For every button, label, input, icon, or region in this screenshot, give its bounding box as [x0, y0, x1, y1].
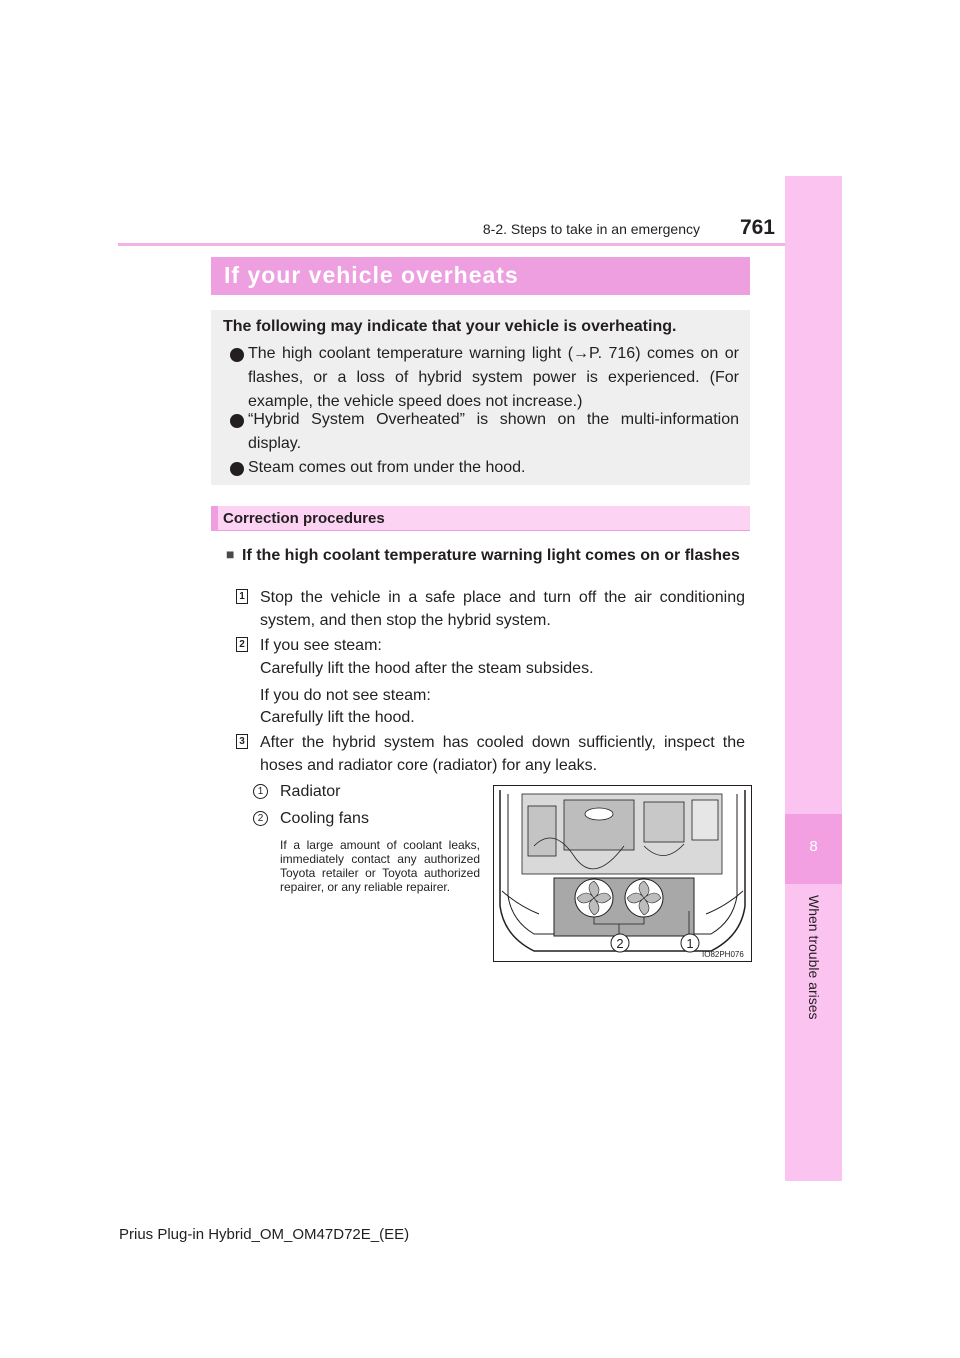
figure-callout-2: 2: [616, 936, 624, 951]
header-rule: [118, 243, 840, 246]
step-2-line-4: Carefully lift the hood.: [260, 709, 415, 726]
chapter-label-wrap: [785, 895, 842, 1095]
step-2-line-3: If you do not see steam:: [260, 687, 431, 704]
bullet-icon: [230, 462, 244, 476]
symptom-item: “Hybrid System Overheated” is shown on the multi-information display.: [248, 411, 739, 452]
subheading-marker: [211, 506, 218, 531]
callout-label-2: Cooling fans: [280, 810, 369, 827]
step-number-1: 1: [236, 589, 248, 604]
symptoms-lead: The following may indicate that your vehicle is overheating.: [223, 318, 677, 335]
section-header: 8-2. Steps to take in an emergency: [482, 221, 700, 237]
engine-bay-illustration: [493, 785, 752, 962]
step-number-2: 2: [236, 637, 248, 652]
step-1-text: Stop the vehicle in a safe place and turn off the air conditioning system, and then stop the hybrid system.: [260, 589, 745, 629]
figure-code: IO82PH076: [702, 950, 744, 959]
bullet-icon: [230, 414, 244, 428]
callout-label-1: Radiator: [280, 783, 341, 800]
callout-number-1: 1: [253, 784, 268, 799]
subheading-title: Correction procedures: [223, 510, 385, 527]
page-number: 761: [739, 216, 775, 239]
step-2-line-2: Carefully lift the hood after the steam subsides.: [260, 660, 594, 677]
callout-number-2: 2: [253, 811, 268, 826]
chapter-number: 8: [809, 838, 818, 855]
coolant-leak-note: If a large amount of coolant leaks, immediately contact any authorized Toyota retailer or Toyota authorized repairer, or any reliable repairer.: [280, 838, 480, 894]
step-3-text: After the hybrid system has cooled down sufficiently, inspect the hoses and radiator core (radiator) for any leaks.: [260, 734, 745, 774]
subheading-underline: [211, 530, 750, 531]
step-number-3: 3: [236, 734, 248, 749]
condition-heading: If the high coolant temperature warning light comes on or flashes: [242, 547, 740, 564]
page-title: If your vehicle overheats: [224, 262, 519, 288]
bullet-icon: [230, 348, 244, 362]
chapter-label: When trouble arises: [805, 895, 822, 1020]
condition-square-icon: ■: [226, 546, 235, 562]
document-footer: Prius Plug-in Hybrid_OM_OM47D72E_(EE): [119, 1226, 410, 1243]
engine-bay-drawing: [494, 786, 751, 961]
figure-callout-1: 1: [686, 936, 694, 951]
step-2-line-1: If you see steam:: [260, 637, 382, 654]
symptom-item: Steam comes out from under the hood.: [248, 459, 526, 476]
symptom-item: The high coolant temperature warning light (→P. 716) comes on or flashes, or a loss of hybrid system power is experienced. (For example, the vehicle speed does not increase.): [248, 345, 739, 410]
